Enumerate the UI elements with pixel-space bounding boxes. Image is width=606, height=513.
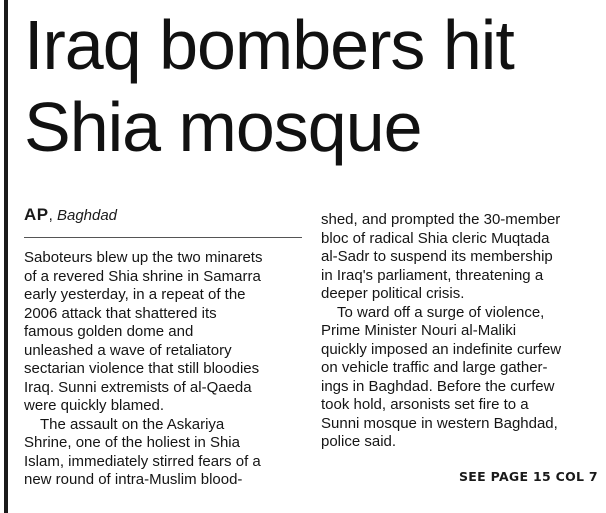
text-line: Iraq. Sunni extremists of al-Qaeda bbox=[24, 378, 252, 396]
text-line: police said. bbox=[321, 433, 397, 450]
byline-divider bbox=[24, 237, 302, 238]
continuation-note[interactable]: SEE PAGE 15 COL 7 bbox=[459, 469, 598, 484]
text-line: ings in Baghdad. Before the curfew bbox=[321, 377, 555, 395]
text-line: unleashed a wave of retaliatory bbox=[24, 341, 232, 359]
text-line: Islam, immediately stirred fears of a bbox=[24, 452, 261, 470]
text-line: Prime Minister Nouri al-Maliki bbox=[321, 322, 517, 339]
text-line: took hold, arsonists set fire to a bbox=[321, 396, 529, 413]
left-column-rule bbox=[4, 0, 8, 513]
text-line: quickly imposed an indefinite curfew bbox=[321, 340, 562, 358]
text-line: The assault on the Askariya bbox=[40, 415, 225, 433]
byline-dateline: Baghdad bbox=[56, 207, 118, 224]
byline-agency: AP bbox=[24, 205, 49, 224]
text-line: Shrine, one of the holiest in Shia bbox=[24, 434, 240, 451]
text-line: To ward off a surge of violence, bbox=[337, 303, 545, 321]
text-line: shed, and prompted the 30-member bbox=[321, 211, 561, 228]
text-line: in Iraq's parliament, threatening a bbox=[321, 266, 544, 284]
text-line: famous golden dome and bbox=[24, 323, 194, 340]
text-line: of a revered Shia shrine in Samarra bbox=[24, 267, 261, 285]
text-line: sectarian violence that still bloodies bbox=[24, 360, 260, 377]
headline-line: Iraq bombers hit bbox=[24, 6, 514, 84]
article-column-2 bbox=[321, 211, 601, 452]
text-line: Sunni mosque in western Baghdad, bbox=[321, 414, 558, 432]
text-line: new round of intra-Muslim blood- bbox=[24, 471, 243, 488]
headline bbox=[24, 4, 599, 168]
text-line: bloc of radical Shia cleric Muqtada bbox=[321, 229, 550, 247]
text-line: were quickly blamed. bbox=[24, 397, 165, 414]
text-line: 2006 attack that shattered its bbox=[24, 304, 217, 322]
headline-line: Shia mosque bbox=[24, 88, 422, 166]
text-line: on vehicle traffic and large gather- bbox=[321, 359, 548, 376]
text-line: al-Sadr to suspend its membership bbox=[321, 248, 553, 265]
text-line: early yesterday, in a repeat of the bbox=[24, 286, 246, 303]
article-column-1 bbox=[24, 249, 304, 490]
text-line: Saboteurs blew up the two minarets bbox=[24, 249, 263, 266]
byline: AP, Baghdad bbox=[24, 205, 118, 224]
text-line: deeper political crisis. bbox=[321, 285, 465, 302]
